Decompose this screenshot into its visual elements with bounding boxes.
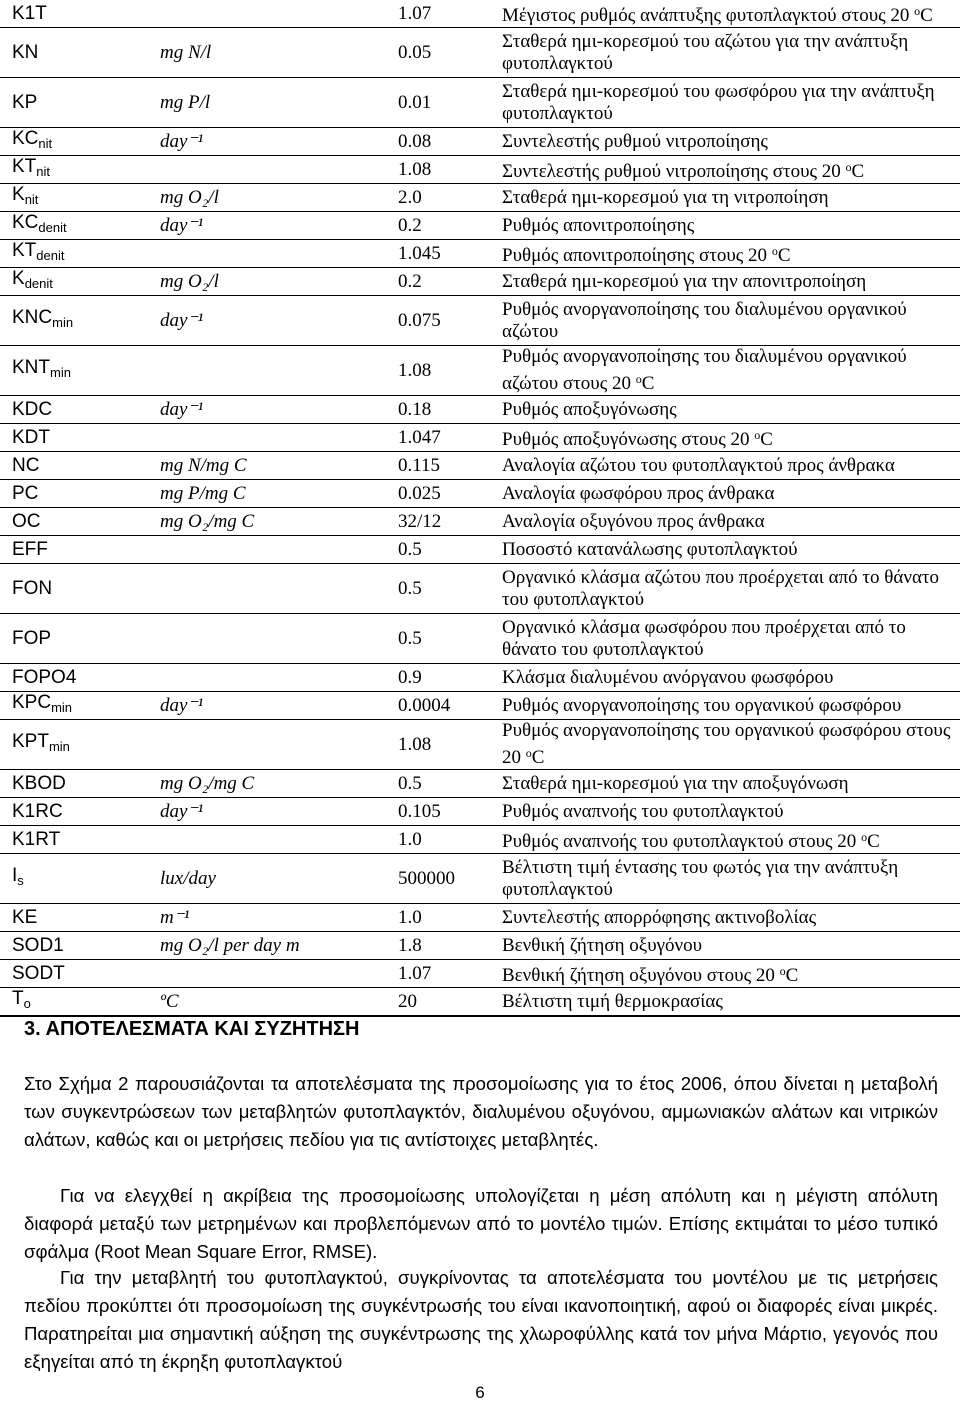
table-row	[0, 904, 960, 932]
description-text: Σταθερά ημι-κορεσμού του αζώτου για την ανάπτυξη φυτοπλαγκτού	[502, 30, 909, 74]
parameter-unit	[148, 664, 386, 692]
parameter-value: 32/12	[386, 508, 490, 536]
parameter-unit	[148, 240, 386, 268]
table-row	[0, 396, 960, 424]
description-text: Μέγιστος ρυθμός ανάπτυξης φυτοπλαγκτού στους 20	[502, 5, 915, 26]
symbol-text: KNC	[12, 307, 53, 328]
parameter-unit: mg O₂/l per day m	[148, 932, 386, 960]
parameter-value: 0.5	[386, 770, 490, 798]
symbol-text: KPC	[12, 692, 52, 713]
parameter-symbol	[0, 78, 148, 128]
parameter-description	[490, 664, 960, 692]
table-row	[0, 614, 960, 664]
table-row	[0, 932, 960, 960]
parameter-description	[490, 692, 960, 720]
degree-superscript: o	[771, 244, 778, 258]
parameter-symbol	[0, 268, 148, 296]
table-row	[0, 960, 960, 988]
parameter-value: 1.07	[386, 960, 490, 988]
table-row	[0, 988, 960, 1017]
description-text: Σταθερά ημι-κορεσμού για τη νιτροποίηση	[502, 186, 829, 208]
parameter-description	[490, 240, 960, 268]
page-number: 6	[475, 1383, 485, 1402]
description-text: Οργανικό κλάσμα φωσφόρου που προέρχεται από το θάνατο του φυτοπλαγκτού	[502, 616, 906, 660]
parameter-description	[490, 564, 960, 614]
parameter-symbol	[0, 508, 148, 536]
parameter-value: 0.2	[386, 212, 490, 240]
parameter-unit: mg O₂/l	[148, 184, 386, 212]
symbol-text: SOD1	[12, 934, 64, 956]
symbol-subscript: denit	[24, 276, 53, 291]
parameter-description	[490, 854, 960, 904]
symbol-text: K1T	[12, 2, 47, 24]
description-text: Βενθική ζήτηση οξυγόνου στους 20	[502, 965, 780, 986]
unit-celsius: C	[777, 245, 791, 266]
parameter-value: 0.08	[386, 128, 490, 156]
unit-celsius: C	[641, 373, 655, 394]
parameter-description	[490, 536, 960, 564]
parameter-unit: day⁻¹	[148, 296, 386, 346]
symbol-text: KPT	[12, 731, 49, 752]
parameter-value: 0.5	[386, 614, 490, 664]
degree-superscript: o	[779, 964, 786, 978]
parameter-description	[490, 614, 960, 664]
symbol-text: KN	[12, 41, 39, 63]
degree-superscript: o	[754, 428, 761, 442]
parameter-symbol	[0, 0, 148, 28]
description-text: Αναλογία οξυγόνου προς άνθρακα	[502, 510, 765, 532]
parameter-description	[490, 212, 960, 240]
table-row	[0, 664, 960, 692]
symbol-subscript: nit	[36, 164, 51, 179]
symbol-text: K1RC	[12, 800, 63, 822]
description-text: Βέλτιστη τιμή έντασης του φωτός για την ανάπτυξη φυτοπλαγκτού	[502, 856, 899, 900]
parameter-unit: ºC	[148, 988, 386, 1017]
parameter-description	[490, 452, 960, 480]
parameter-unit: mg P/mg C	[148, 480, 386, 508]
parameter-unit	[148, 536, 386, 564]
description-text: Σταθερά ημι-κορεσμού για την απονιτροποίηση	[502, 270, 867, 292]
description-text: Ποσοστό κατανάλωσης φυτοπλαγκτού	[502, 538, 798, 560]
parameter-value: 0.115	[386, 452, 490, 480]
parameter-unit: day⁻¹	[148, 692, 386, 720]
parameter-description	[490, 960, 960, 988]
description-text: Ρυθμός αποξυγόνωσης στους 20	[502, 429, 755, 450]
table-row	[0, 452, 960, 480]
parameter-symbol	[0, 346, 148, 396]
table-row	[0, 296, 960, 346]
parameter-symbol	[0, 854, 148, 904]
parameter-unit: mg O₂/l	[148, 268, 386, 296]
parameter-symbol	[0, 614, 148, 664]
symbol-subscript: min	[48, 739, 70, 754]
parameter-description	[490, 296, 960, 346]
table-row	[0, 536, 960, 564]
table-row	[0, 0, 960, 28]
description-text: Ρυθμός ανοργανοποίησης του διαλυμένου οργανικού αζώτου	[502, 298, 907, 342]
symbol-text: KNT	[12, 357, 50, 378]
symbol-text: KDT	[12, 426, 50, 448]
description-text: Ρυθμός ανοργανοποίησης του οργανικού φωσφόρου	[502, 694, 902, 716]
symbol-text: KE	[12, 906, 38, 928]
parameter-value: 1.0	[386, 904, 490, 932]
parameter-symbol	[0, 988, 148, 1017]
parameter-description	[490, 904, 960, 932]
body-paragraph: Για να ελεγχθεί η ακρίβεια της προσομοίωσης υπολογίζεται η μέση απόλυτη και η μέγιστη απόλυτη διαφορά μεταξύ των μετρημένων και προβλεπόμενων από το μοντέλο τιμών. Επίσης εκτιμάται το μέσο τυπικό σφάλμα (Root Mean Square Error, RMSE).	[24, 1185, 938, 1262]
symbol-subscript: o	[23, 996, 31, 1011]
parameter-symbol	[0, 480, 148, 508]
parameter-value: 1.047	[386, 424, 490, 452]
symbol-subscript: min	[50, 365, 71, 380]
symbol-subscript: nit	[24, 192, 39, 207]
parameter-unit	[148, 826, 386, 854]
unit-celsius: C	[851, 161, 865, 182]
degree-superscript: o	[635, 372, 642, 386]
symbol-text: K	[12, 268, 25, 289]
parameter-symbol	[0, 28, 148, 78]
parameter-description	[490, 480, 960, 508]
parameter-unit: day⁻¹	[148, 128, 386, 156]
symbol-text: KP	[12, 91, 38, 113]
description-text: Συντελεστής απορρόφησης ακτινοβολίας	[502, 906, 817, 928]
parameter-value: 0.05	[386, 28, 490, 78]
degree-superscript: o	[845, 160, 852, 174]
parameter-value: 0.9	[386, 664, 490, 692]
symbol-text: KBOD	[12, 772, 66, 794]
parameter-description	[490, 156, 960, 184]
description-text: Ρυθμός αναπνοής του φυτοπλαγκτού στους 20	[502, 831, 862, 852]
parameter-symbol	[0, 452, 148, 480]
parameter-value: 1.8	[386, 932, 490, 960]
table-row	[0, 184, 960, 212]
parameter-value: 0.075	[386, 296, 490, 346]
parameter-value: 0.18	[386, 396, 490, 424]
symbol-subscript: denit	[38, 220, 67, 235]
table-row	[0, 692, 960, 720]
parameter-unit	[148, 614, 386, 664]
table-row	[0, 240, 960, 268]
parameter-unit: day⁻¹	[148, 396, 386, 424]
description-text: Βέλτιστη τιμή θερμοκρασίας	[502, 990, 723, 1012]
table-row	[0, 564, 960, 614]
parameter-description	[490, 268, 960, 296]
symbol-text: PC	[12, 482, 39, 504]
parameter-value: 0.105	[386, 798, 490, 826]
symbol-subscript: nit	[38, 136, 53, 151]
unit-celsius: C	[760, 429, 773, 450]
description-text: Κλάσμα διαλυμένου ανόργανου φωσφόρου	[502, 666, 834, 688]
parameter-value: 1.08	[386, 156, 490, 184]
symbol-text: KT	[12, 156, 37, 177]
unit-celsius: C	[920, 5, 933, 26]
unit-celsius: C	[867, 831, 880, 852]
parameter-symbol	[0, 396, 148, 424]
parameter-value: 0.0004	[386, 692, 490, 720]
parameter-value: 2.0	[386, 184, 490, 212]
parameter-unit: day⁻¹	[148, 212, 386, 240]
parameter-description	[490, 424, 960, 452]
description-text: Σταθερά ημι-κορεσμού του φωσφόρου για την ανάπτυξη φυτοπλαγκτού	[502, 80, 935, 124]
parameter-symbol	[0, 424, 148, 452]
parameter-value: 0.01	[386, 78, 490, 128]
symbol-subscript: denit	[36, 248, 65, 263]
parameter-symbol	[0, 564, 148, 614]
parameter-unit: day⁻¹	[148, 798, 386, 826]
parameter-description	[490, 720, 960, 770]
parameter-symbol	[0, 720, 148, 770]
parameter-value: 20	[386, 988, 490, 1017]
parameter-unit	[148, 720, 386, 770]
symbol-text: FOP	[12, 627, 52, 649]
table-row	[0, 480, 960, 508]
table-row	[0, 156, 960, 184]
description-text: Ρυθμός απονιτροποίησης στους 20	[502, 245, 772, 266]
parameter-symbol	[0, 156, 148, 184]
parameter-description	[490, 0, 960, 28]
parameter-unit	[148, 960, 386, 988]
parameter-description	[490, 396, 960, 424]
description-text: Συντελεστής ρυθμού νιτροποίησης	[502, 130, 768, 152]
symbol-text: T	[12, 988, 24, 1009]
parameter-unit: lux/day	[148, 854, 386, 904]
symbol-text: I	[12, 865, 18, 886]
table-row	[0, 798, 960, 826]
parameter-symbol	[0, 664, 148, 692]
table-row	[0, 28, 960, 78]
parameter-symbol	[0, 184, 148, 212]
parameter-unit	[148, 0, 386, 28]
parameter-unit: mg P/l	[148, 78, 386, 128]
description-text: Ρυθμός απονιτροποίησης	[502, 214, 695, 236]
parameter-description	[490, 28, 960, 78]
parameter-description	[490, 826, 960, 854]
description-text: Ρυθμός αναπνοής του φυτοπλαγκτού	[502, 800, 784, 822]
parameter-unit: mg N/mg C	[148, 452, 386, 480]
parameter-value: 500000	[386, 854, 490, 904]
description-text: Ρυθμός ανοργανοποίησης του διαλυμένου οργανικού αζώτου στους 20	[502, 346, 907, 394]
symbol-text: K1RT	[12, 828, 61, 850]
parameter-symbol	[0, 692, 148, 720]
description-text: Οργανικό κλάσμα αζώτου που προέρχεται από το θάνατο του φυτοπλαγκτού	[502, 566, 940, 610]
parameter-symbol	[0, 536, 148, 564]
parameter-symbol	[0, 770, 148, 798]
description-text: Ρυθμός αποξυγόνωσης	[502, 398, 677, 420]
table-row	[0, 268, 960, 296]
parameter-description	[490, 128, 960, 156]
description-text: Βενθική ζήτηση οξυγόνου	[502, 934, 703, 956]
parameter-value: 1.08	[386, 346, 490, 396]
description-text: Αναλογία φωσφόρου προς άνθρακα	[502, 482, 775, 504]
table-row	[0, 508, 960, 536]
parameter-symbol	[0, 296, 148, 346]
description-text: Συντελεστής ρυθμού νιτροποίησης στους 20	[502, 161, 846, 182]
parameter-description	[490, 78, 960, 128]
parameter-value: 1.045	[386, 240, 490, 268]
parameter-unit: mg O₂/mg C	[148, 508, 386, 536]
table-row	[0, 212, 960, 240]
parameter-unit	[148, 156, 386, 184]
parameter-unit	[148, 346, 386, 396]
unit-celsius: C	[531, 747, 545, 768]
parameter-symbol	[0, 212, 148, 240]
parameter-description	[490, 508, 960, 536]
symbol-text: KC	[12, 212, 39, 233]
symbol-text: FON	[12, 577, 53, 599]
symbol-text: OC	[12, 510, 41, 532]
parameter-symbol	[0, 240, 148, 268]
symbol-text: KT	[12, 240, 37, 261]
parameter-value: 0.2	[386, 268, 490, 296]
parameter-description	[490, 798, 960, 826]
parameter-unit: mg O₂/mg C	[148, 770, 386, 798]
symbol-subscript: min	[52, 315, 74, 330]
symbol-text: KDC	[12, 398, 53, 420]
symbol-text: SODT	[12, 962, 65, 984]
symbol-subscript: min	[51, 700, 73, 715]
parameter-symbol	[0, 128, 148, 156]
parameter-description	[490, 932, 960, 960]
parameter-symbol	[0, 826, 148, 854]
parameter-description	[490, 770, 960, 798]
symbol-text: EFF	[12, 538, 48, 560]
description-text: Αναλογία αζώτου του φυτοπλαγκτού προς άνθρακα	[502, 454, 895, 476]
degree-superscript: o	[861, 830, 868, 844]
body-paragraph: Για την μεταβλητή του φυτοπλαγκτού, συγκρίνοντας τα αποτελέσματα του μοντέλου με τις μετρήσεις πεδίου προκύπτει ότι προσομοίωση της συγκέντρωσής του είναι ικανοποιητική, αφού οι διαφορές είναι μικρές. Παρατηρείται μια σημαντική αύξηση της συγκέντρωσης της χλωροφύλλης κατά τον μήνα Μάρτιο, γεγονός που εξηγείται από τη έκρηξη φυτοπλαγκτού	[24, 1267, 938, 1372]
table-row	[0, 826, 960, 854]
symbol-text: KC	[12, 128, 39, 149]
parameter-description	[490, 346, 960, 396]
unit-celsius: C	[785, 965, 799, 986]
parameter-symbol	[0, 932, 148, 960]
parameter-value: 0.5	[386, 536, 490, 564]
table-row	[0, 128, 960, 156]
table-row	[0, 770, 960, 798]
table-row	[0, 424, 960, 452]
parameter-description	[490, 184, 960, 212]
parameter-unit: m⁻¹	[148, 904, 386, 932]
symbol-text: NC	[12, 454, 40, 476]
section-heading: 3. ΑΠΟΤΕΛΕΣΜΑΤΑ ΚΑΙ ΣΥΖΗΤΗΣΗ	[24, 1018, 360, 1040]
parameter-value: 0.025	[386, 480, 490, 508]
description-text: Ρυθμός ανοργανοποίησης του οργανικού φωσφόρου στους 20	[502, 720, 951, 768]
body-paragraph: Στο Σχήμα 2 παρουσιάζονται τα αποτελέσματα της προσομοίωσης για το έτος 2006, όπου δίνεται η μεταβολή των συγκεντρώσεων των μεταβλητών φυτοπλαγκτόν, διαλυμένου οξυγόνου, αμμωνιακών αλάτων και νιτρικών αλάτων, καθώς και οι μετρήσεις πεδίου για τις αντίστοιχες μεταβλητές.	[24, 1073, 938, 1150]
symbol-subscript: s	[17, 873, 24, 888]
parameter-value: 1.08	[386, 720, 490, 770]
table-row	[0, 854, 960, 904]
degree-superscript: o	[914, 4, 921, 18]
parameter-unit: mg N/l	[148, 28, 386, 78]
symbol-text: K	[12, 184, 25, 205]
parameter-value: 1.0	[386, 826, 490, 854]
description-text: Σταθερά ημι-κορεσμού για την αποξυγόνωση	[502, 772, 849, 794]
table-row	[0, 346, 960, 396]
parameter-symbol	[0, 904, 148, 932]
parameter-value: 1.07	[386, 0, 490, 28]
degree-superscript: o	[525, 746, 532, 760]
table-row	[0, 78, 960, 128]
parameter-unit	[148, 424, 386, 452]
parameter-symbol	[0, 798, 148, 826]
parameter-description	[490, 988, 960, 1017]
symbol-text: FOPO4	[12, 666, 77, 688]
parameter-value: 0.5	[386, 564, 490, 614]
parameter-unit	[148, 564, 386, 614]
table-row	[0, 720, 960, 770]
parameter-symbol	[0, 960, 148, 988]
